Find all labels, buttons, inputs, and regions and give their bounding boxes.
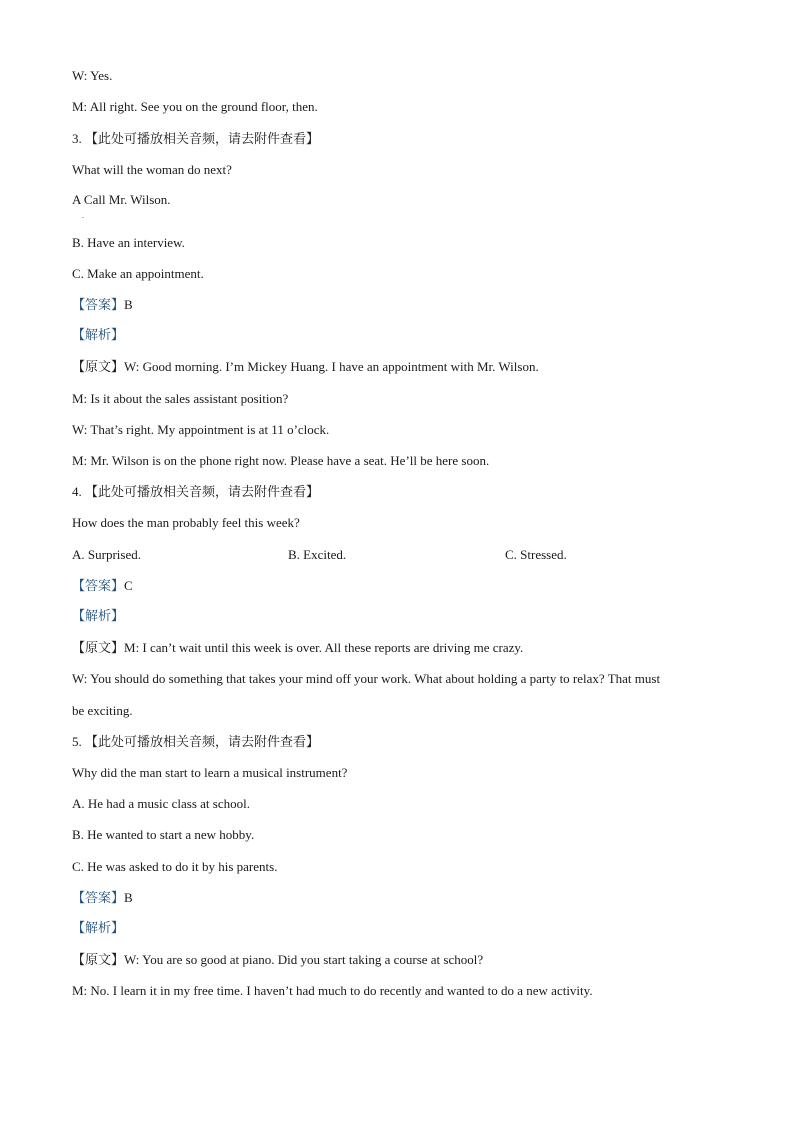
- transcript-line: M: Mr. Wilson is on the phone right now. Please have a seat. He’ll be here soon.: [72, 453, 490, 468]
- option-c: C. He was asked to do it by his parents.: [72, 859, 278, 874]
- question-5-prompt: Why did the man start to learn a musical instrument?: [72, 765, 348, 780]
- analysis-label: 【解析】: [72, 609, 125, 624]
- option-a: A. He had a music class at school.: [72, 796, 250, 811]
- original-label: 【原文】: [72, 641, 125, 656]
- transcript-line: W: That’s right. My appointment is at 11 o’clock.: [72, 422, 330, 437]
- question-4-prompt: How does the man probably feel this week?: [72, 515, 300, 530]
- answer-value: C: [124, 578, 133, 593]
- question-number: 3.: [72, 131, 85, 146]
- question-4-options: [72, 547, 722, 563]
- transcript-line: M: All right. See you on the ground floor, then.: [72, 99, 318, 114]
- answer-line: [72, 890, 133, 907]
- answer-label: 【答案】: [72, 579, 125, 594]
- transcript-line: W: Yes.: [72, 68, 113, 83]
- answer-label: 【答案】: [72, 298, 125, 313]
- original-label: 【原文】: [72, 953, 125, 968]
- option-a: A Call Mr. Wilson.: [72, 192, 171, 207]
- original-text-line: [72, 640, 523, 657]
- original-text-line: [72, 359, 539, 376]
- answer-value: B: [124, 297, 133, 312]
- answer-line: [72, 297, 133, 314]
- answer-value: B: [124, 890, 133, 905]
- analysis-label: 【解析】: [72, 328, 125, 343]
- audio-placeholder: 【此处可播放相关音频，请去附件查看】: [85, 132, 320, 147]
- answer-label: 【答案】: [72, 891, 125, 906]
- transcript-line: W: You are so good at piano. Did you start taking a course at school?: [124, 952, 484, 967]
- question-4-header: [72, 484, 319, 501]
- transcript-line: M: No. I learn it in my free time. I haven’t had much to do recently and wanted to do a new activity.: [72, 983, 593, 998]
- option-b: B. Excited.: [288, 547, 347, 562]
- option-b: B. He wanted to start a new hobby.: [72, 827, 255, 842]
- audio-placeholder: 【此处可播放相关音频，请去附件查看】: [85, 735, 320, 750]
- audio-placeholder: 【此处可播放相关音频，请去附件查看】: [85, 485, 320, 500]
- option-a: A. Surprised.: [72, 547, 141, 562]
- transcript-line: M: Is it about the sales assistant position?: [72, 391, 289, 406]
- transcript-line: W: Good morning. I’m Mickey Huang. I have an appointment with Mr. Wilson.: [124, 359, 539, 374]
- option-b: B. Have an interview.: [72, 235, 185, 250]
- original-label: 【原文】: [72, 360, 125, 375]
- analysis-label: 【解析】: [72, 921, 125, 936]
- transcript-line: M: I can’t wait until this week is over. All these reports are driving me crazy.: [124, 640, 524, 655]
- option-c: C. Make an appointment.: [72, 266, 204, 281]
- question-3-header: [72, 131, 319, 148]
- question-5-header: [72, 734, 319, 751]
- option-c: C. Stressed.: [505, 547, 567, 562]
- option-a-dot: .: [82, 211, 84, 220]
- answer-line: [72, 578, 133, 595]
- question-3-prompt: What will the woman do next?: [72, 162, 232, 177]
- transcript-line: W: You should do something that takes your mind off your work. What about holding a party to relax? That must: [72, 671, 661, 686]
- transcript-line: be exciting.: [72, 703, 133, 718]
- question-number: 5.: [72, 734, 85, 749]
- original-text-line: [72, 952, 483, 969]
- question-number: 4.: [72, 484, 85, 499]
